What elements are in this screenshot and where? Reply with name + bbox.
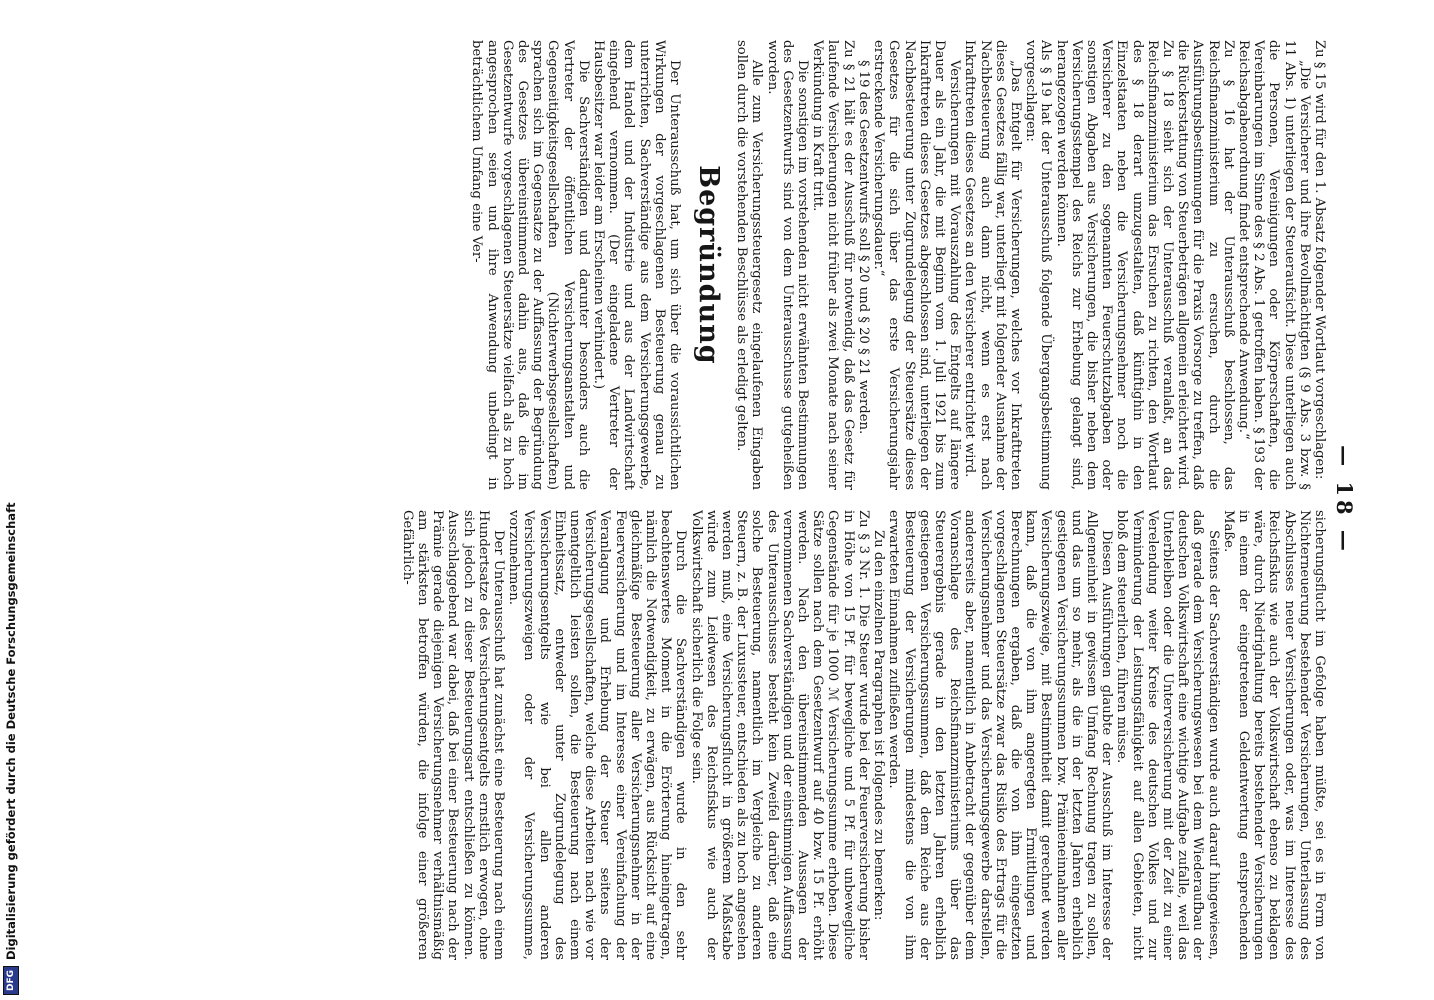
paragraph: Zu § 15 wird für den 1. Absatz folgender Wortlaut vorgeschlagen: (1312, 40, 1327, 480)
paragraph: Die sonstigen im vorstehenden nicht erwähnten Bestimmungen des Gesetzentwurfs sind von dem Unterausschusse gutgeheißen worden. (764, 40, 811, 490)
paragraph: Zu § 3 Nr. 1. Die Steuer wurde bei der Feuerversicherung bisher in Höhe von 15 Pf. für bewegliche und 5 Pf. für unbewegliche Gegenstände für je 1000 ℳ Versicherungssumme erhoben. Diese Sätze sollen nach dem Gesetzentwurf auf 40 bzw. 15 Pf. erhöht werden. Nach den übereinstimmenden Aussagen der vernommenen Sachverständigen und der einstimmigen Auffassung des Unterausschusses besteht kein Zweifel darüber, daß eine solche Besteuerung, namentlich im Vergleiche zu anderen Steuern, z. B. der Luxussteuer, entschieden als zu hoch angesehen werden muß, eine Versicherungsflucht in größerem Maßstabe würde zum Leidwesen des Reichsfiskus wie auch der Volkswirtschaft sicherlich die Folge sein. (688, 510, 871, 960)
right-column (37, 510, 1327, 960)
paragraph: Der Unterausschuß hat zunächst eine Besteuerung nach einem Hundertsatze des Versicherungsentgelts ernstlich erwogen, ohne sich jedoch zu dieser Besteuerungsart entschließen zu können. Ausschlaggebend war dabei, daß bei einer Besteuerung nach der Prämie gerade diejenigen Versicherungsnehmer verhältnismäßig am stärksten betroffen würden, die infolge einer größeren Gefährlich- (399, 510, 507, 960)
paragraph: Zu den einzelnen Paragraphen ist folgendes zu bemerken: (871, 530, 887, 921)
page-number: — 18 — (1332, 445, 1357, 555)
paragraph: Zu § 18 sieht sich der Unterausschuß veranlaßt, an das Reichsfinanzministerium das Ersuchen zu richten, den Wortlaut des § 18 derart umzugestalten, daß künftighin in den Einzelstaaten neben die Versicherungsnehmer noch die Versicherer zu den sogenannten Feuerschutzabgaben oder sonstigen Abgaben aus Versicherungen, die bisher neben dem Versicherungsstempel des Reichs zur Erhebung gelangt sind, herangezogen werden können. (1053, 40, 1175, 490)
paragraph: Zu § 21 hält es der Ausschuß für notwendig, daß das Gesetz für laufende Versicherungen nicht früher als zwei Monate nach seiner Verkündung in Kraft tritt. (810, 40, 856, 490)
paragraph: sicherungsflucht im Gefolge haben müßte, sei es in Form von Nichterneuerung bestehender Versicherungen, Unterlassung des Abschlusses neuer Versicherungen oder, was im Interesse des Reichsfiskus wie auch der Volkswirtschaft ebenso zu beklagen wäre, durch Niedrighaltung bereits bestehender Versicherungen in einem der eingetretenen Geldentwertung entsprechenden Maße. (1220, 510, 1327, 960)
rotated-document-page (27, 40, 1357, 960)
paragraph: Versicherungen mit Vorauszahlung des Entgelts auf längere Dauer als ein Jahr, die mit Beginn vom 1. Juli 1921 bis zum Inkrafttreten dieses Gesetzes abgeschlossen sind, unterliegen der Nachbesteuerung unter Zugrundelegung der Steuersätze dieses Gesetzes für die sich über das erste Versicherungsjahr erstreckende Versicherungsdauer.“ (871, 40, 963, 490)
credit-text: Digitalisierung gefördert durch die Deutsche Forschungsgemeinschaft (4, 502, 18, 960)
paragraph: „Das Entgelt für Versicherungen, welches vor Inkrafttreten dieses Gesetzes fällig war, unterliegt mit folgender Ausnahme der Nachbesteuerung auch dann nicht, wenn es erst nach Inkrafttreten dieses Gesetzes an den Versicherer entrichtet wird. (962, 40, 1023, 490)
left-column (27, 40, 1327, 490)
paragraph: Alle zum Versicherungssteuergesetz eingelaufenen Eingaben sollen durch die vorstehenden Beschlüsse als erledigt gelten. (734, 40, 765, 490)
paragraph: Der Unterausschuß hat, um sich über die voraussichtlichen Wirkungen der vorgeschlagenen Besteuerung genau zu unterrichten, Sachverständige aus dem Versicherungsgewerbe, dem Handel und der Industrie und aus der Landwirtschaft eingehend vernommen. (Der eingeladene Vertreter der Hausbesitzer war leider am Erscheinen verhindert.) (591, 40, 683, 490)
paragraph: Seitens der Sachverständigen wurde auch darauf hingewiesen, daß gerade dem Versicherungswesen bei dem Wiederaufbau der deutschen Volkswirtschaft eine wichtige Aufgabe zufalle, weil das Unterbleiben oder die Unterversicherung mit der Zeit zu einer Verelendung weiter Kreise des deutschen Volkes und zur Verminderung der Leistungsfähigkeit auf allen Gebieten, nicht bloß dem steuerlichen, führen müsse. (1114, 510, 1221, 960)
paragraph: Die Sachverständigen und darunter besonders auch die Vertreter der öffentlichen Versicherungsanstalten und Gegenseitigkeitsgesellschaften (Nichterwerbsgesellschaften) sprachen sich im Gegensatze zu der Auffassung der Begründung des Gesetzes übereinstimmend dahin aus, daß die im Gesetzentwurfe vorgeschlagenen Steuersätze vielfach als zu hoch angesprochen seien und ihre Anwendung unbedingt in beträchtlichem Umfang eine Ver- (469, 40, 591, 490)
paragraph: Zu § 16 hat der Unterausschuß beschlossen, das Reichsfinanzministerium zu ersuchen, durch die Ausführungsbestimmungen für die Praxis Vorsorge zu treffen, daß die Rückerstattung von Steuerbeträgen allgemein erleichtert wird. (1175, 40, 1236, 490)
paragraph: Diesen Ausführungen glaubte der Ausschuß im Interesse der Allgemeinheit in gewissem Umfang Rechnung tragen zu sollen, und das um so mehr, als die in der letzten Jahren erheblich gestiegenen Versicherungssummen bzw. Prämieneinnahmen aller Versicherungszweige, mit Bestimmtheit damit gerechnet werden kann, daß die von ihm angeregten Ermittlungen und Berechnungen ergaben, daß die von ihm eingesetzten vorgeschlagenen Steuersätze zwar das Risiko des Ertrags für die Versicherungsnehmer und das Versicherungsgewerbe darstellen, andererseits aber, namentlich in Anbetracht der gegenüber dem Voranschlage des Reichsfinanzministeriums über das Steuerergebnis gerade in den letzten Jahren erheblich gestiegenen Versicherungssummen, daß dem Reiche aus der Besteuerung der Versicherungen mindestens die von ihm erwarteten Einnahmen zufließen werden. (886, 510, 1115, 960)
paragraph: Als § 19 hat der Unterausschuß folgende Übergangsbestimmung vorgeschlagen: (1023, 40, 1054, 490)
dfg-logo: DFG (3, 966, 19, 995)
digitization-credit (2, 502, 20, 995)
paragraph: Durch die Sachverständigen wurde in den sehr beachtenswertes Moment in die Erörterung hineingetragen, nämlich die Notwendigkeit, zu erwägen, aus Rücksicht auf eine gleichmäßige Besteuerung aller Versicherungsnehmer in der Feuerversicherung und im Interesse einer Vereinfachung der Veranlagung und Erhebung der Steuer seitens der Versicherungsgesellschaften, welche diese Arbeiten nach wie vor unentgeltlich leisten sollen, die Besteuerung nach einem Einheitssatz, entweder unter Zugrundelegung des Versicherungsentgelts wie bei allen anderen Versicherungszweigen oder der Versicherungssumme, vorzunehmen. (506, 510, 689, 960)
section-heading: Begründung (693, 165, 725, 365)
paragraph: § 19 des Gesetzentwurfs soll § 20 und § 20 § 21 werden. (855, 60, 871, 435)
paragraph: „Die Versicherer und ihre Bevollmächtigten (§ 9 Abs. 3 bzw. § 11 Abs. 1) unterliegen der Steueraufsicht. Diese unterliegen auch die Personen, Vereinigungen oder Körperschaften, die Vereinbarungen im Sinne des § 2 Abs. 1 getroffen haben. § 193 der Reichsabgabenordnung findet entsprechende Anwendung.“ (1235, 40, 1312, 490)
